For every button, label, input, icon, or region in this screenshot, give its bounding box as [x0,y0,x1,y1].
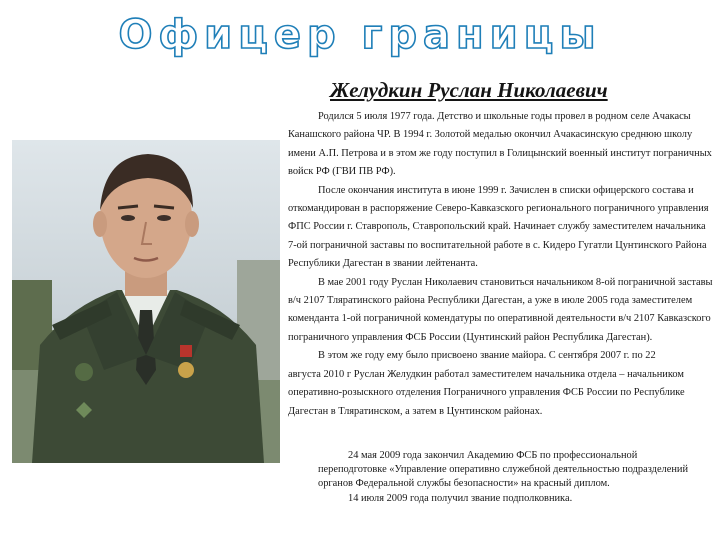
bio-paragraph: Родился 5 июля 1977 года. Детство и школьные годы провел в родном селе Ачакасы Канашского района ЧР. В 1994 г. Золотой медалью окончил Ачакасинскую среднюю школу имени А.П. Петрова и в этом же году поступил в Голицынский военный институт пограничных войск РФ (ГВИ ПВ РФ). [288,111,712,178]
bio-paragraph: августа 2010 г Руслан Желудкин работал заместителем начальника отдела – начальником оперативно-розыскного отделения Пограничного управления ФСБ России по Республике Дагестан в Тляратинском, а затем в Цунтинском районах. [288,368,685,417]
officer-photo [12,140,280,463]
bio-paragraph: 24 мая 2009 года закончил Академию ФСБ по профессиональной переподготовке «Управление оперативно служебной деятельностью подразделений органов Федеральной службы безопасности» на красный диплом. [318,450,689,490]
biography-tail [318,449,698,506]
bio-paragraph: После окончания института в июне 1999 г. Зачислен в списки офицерского состава и откомандирован в распоряжение Северо-Кавказского регионального пограничного управления ФПС России г. Ставрополь, Ставропольский край. Начинает службу заместителем начальника 7-ой пограничной заставы по воспитательной работе в с. Кидеро Гугатли Цунтинского Района Республики Дагестан в звании лейтенанта. [288,184,709,270]
bio-paragraph: В мае 2001 году Руслан Николаевич становиться начальником 8-ой пограничной заставы в/ч 2107 Тляратинского района Республики Дагестан, а уже в июле 2005 года заместителем коменданта 1-ой пограничной комендатуры по оперативной деятельности в/ч 2107 Кавказского пограничного управления ФСБ России (Цунтинский район Республика Дагестан). [288,276,713,343]
bio-paragraph: В этом же году ему было присвоено звание майора. С сентября 2007 г. по 22 [318,350,656,362]
biography-text [288,108,713,421]
page-title: Офицер границы [118,12,602,58]
bio-paragraph: 14 июля 2009 года получил звание подполковника. [348,492,573,504]
officer-portrait [12,140,280,463]
officer-name: Желудкин Руслан Николаевич [330,78,608,102]
